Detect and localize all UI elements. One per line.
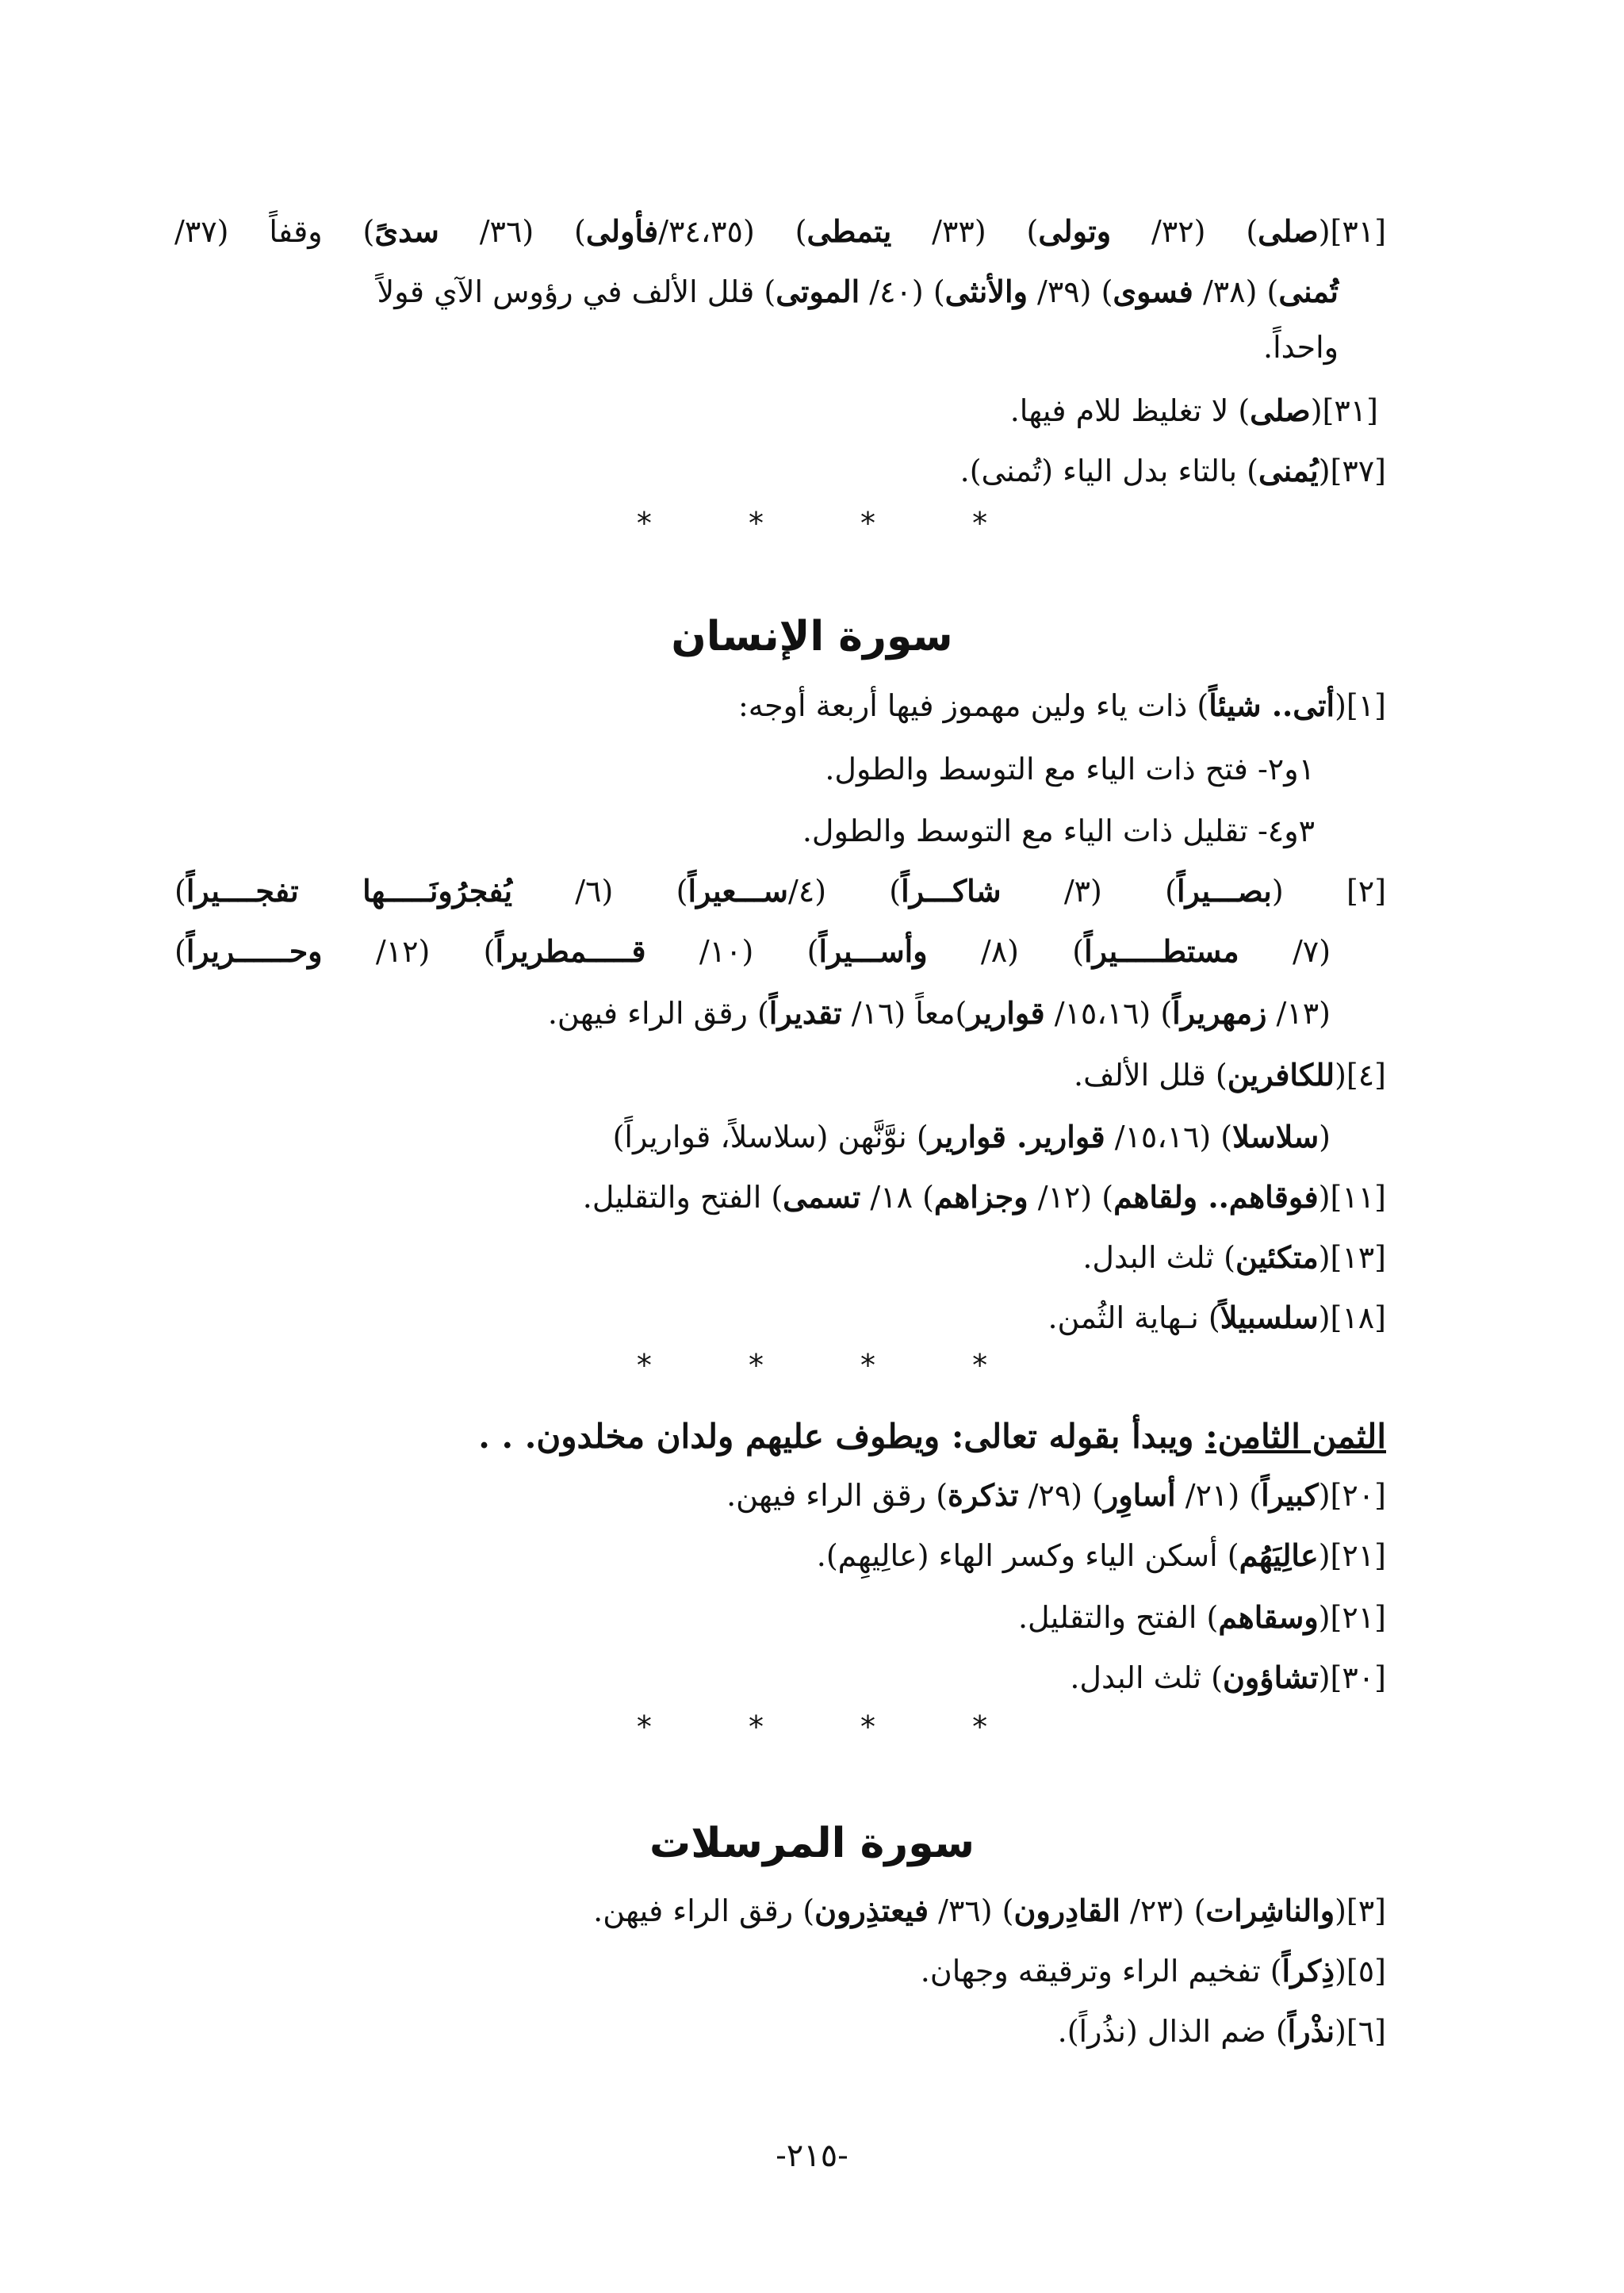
entry-18: [١٨](سلسبيلاً) نـهاية الثُمن. [1048,1300,1386,1335]
surah-title-insan: سورة الإنسان [671,613,953,660]
entry-31-37: [٣١](صلى) (٣٢/ وتولى) (٣٣/ يتمطى) (٣٤،٣٥/فأولى) (٣٦/ سدىً) وقفاً (٣٧/ [174,213,1387,249]
separator-stars: * * * * [636,506,988,541]
entry-31-note: [٣١](صلى) لا تغليظ للام فيها. [1009,392,1378,428]
entry-4-note: (سلاسلا) (١٥،١٦/ قوارير. قوارير) نوَّنَّهن (سلاسلاً، قواريراً) [612,1119,1331,1154]
entry-13: [١٣](متكئين) ثلث البدل. [1082,1239,1386,1275]
entry-1-option-a: ١و٢- فتح ذات الياء مع التوسط والطول. [825,752,1315,787]
surah-title-mursalat: سورة المرسلات [649,1820,975,1867]
page-number: -٢١٥- [776,2138,848,2174]
entry-21a: [٢١](عالِيَهُم) أسكن الياء وكسر الهاء (عالِيهِم). [816,1537,1386,1573]
entry-13-16: (١٣/ زمهريراً) (١٥،١٦/ قوارير)معاً (١٦/ تقديراً) رقق الراء فيهن. [547,995,1331,1031]
entry-4: [٤](للكافرين) قلل الألف. [1074,1057,1386,1093]
entry-2: [٢] (بصـــيراً) (٣/ شاكـــراً) (٤/ســـعيراً) (٦/ يُفجرُونَـــــها تفجــــيراً) [174,873,1387,909]
entry-3: [٣](والناشِرات) (٢٣/ القادِرون) (٣٦/ فيعتذِرون) رقق الراء فيهن. [593,1893,1386,1928]
entry-continuation: واحداً. [1263,330,1339,365]
entry-5: [٥](ذِكراً) تفخيم الراء وترقيقه وجهان. [920,1953,1386,1989]
entry-7-12: (٧/ مستطـــــيراً) (٨/ وأســـيراً) (١٠/ قـــــمطريراً) (١٢/ وحــــــريراً) [174,933,1331,969]
entry-1-option-b: ٣و٤- تقليل ذات الياء مع التوسط والطول. [802,813,1315,848]
entry-38-40: تُمنى) (٣٨/ فسوى) (٣٩/ والأنثى) (٤٠/ الموتى) قلل الألف في رؤوس الآي قولاً [377,274,1339,309]
entry-11: [١١](فوقاهم.. ولقاهم) (١٢/ وجزاهم) ١٨/ تسمى) الفتح والتقليل. [582,1179,1386,1215]
entry-37-note: [٣٧](يُمنى) بالتاء بدل الياء (تُمنى). [959,453,1386,488]
separator-stars: * * * * [636,1348,988,1383]
separator-stars: * * * * [636,1709,988,1744]
entry-1: [١](أتى.. شيئاً) ذات ياء ولين مهموز فيها أربعة أوجه: [737,687,1386,723]
entry-21b: [٢١](وسقاهم) الفتح والتقليل. [1017,1599,1386,1635]
entry-30: [٣٠](تشاؤون) ثلث البدل. [1070,1659,1386,1695]
entry-6: [٦](نذْراً) ضم الذال (نذُراً). [1057,2013,1386,2049]
entry-20: [٢٠](كبيراً) (٢١/ أساوِر) (٢٩/ تذكرة) رقق الراء فيهن. [726,1477,1386,1513]
eighth-section-title: الثمن الثامن: ويبدأ بقوله تعالى: ويطوف عليهم ولدان مخلدون. . . [478,1417,1386,1456]
